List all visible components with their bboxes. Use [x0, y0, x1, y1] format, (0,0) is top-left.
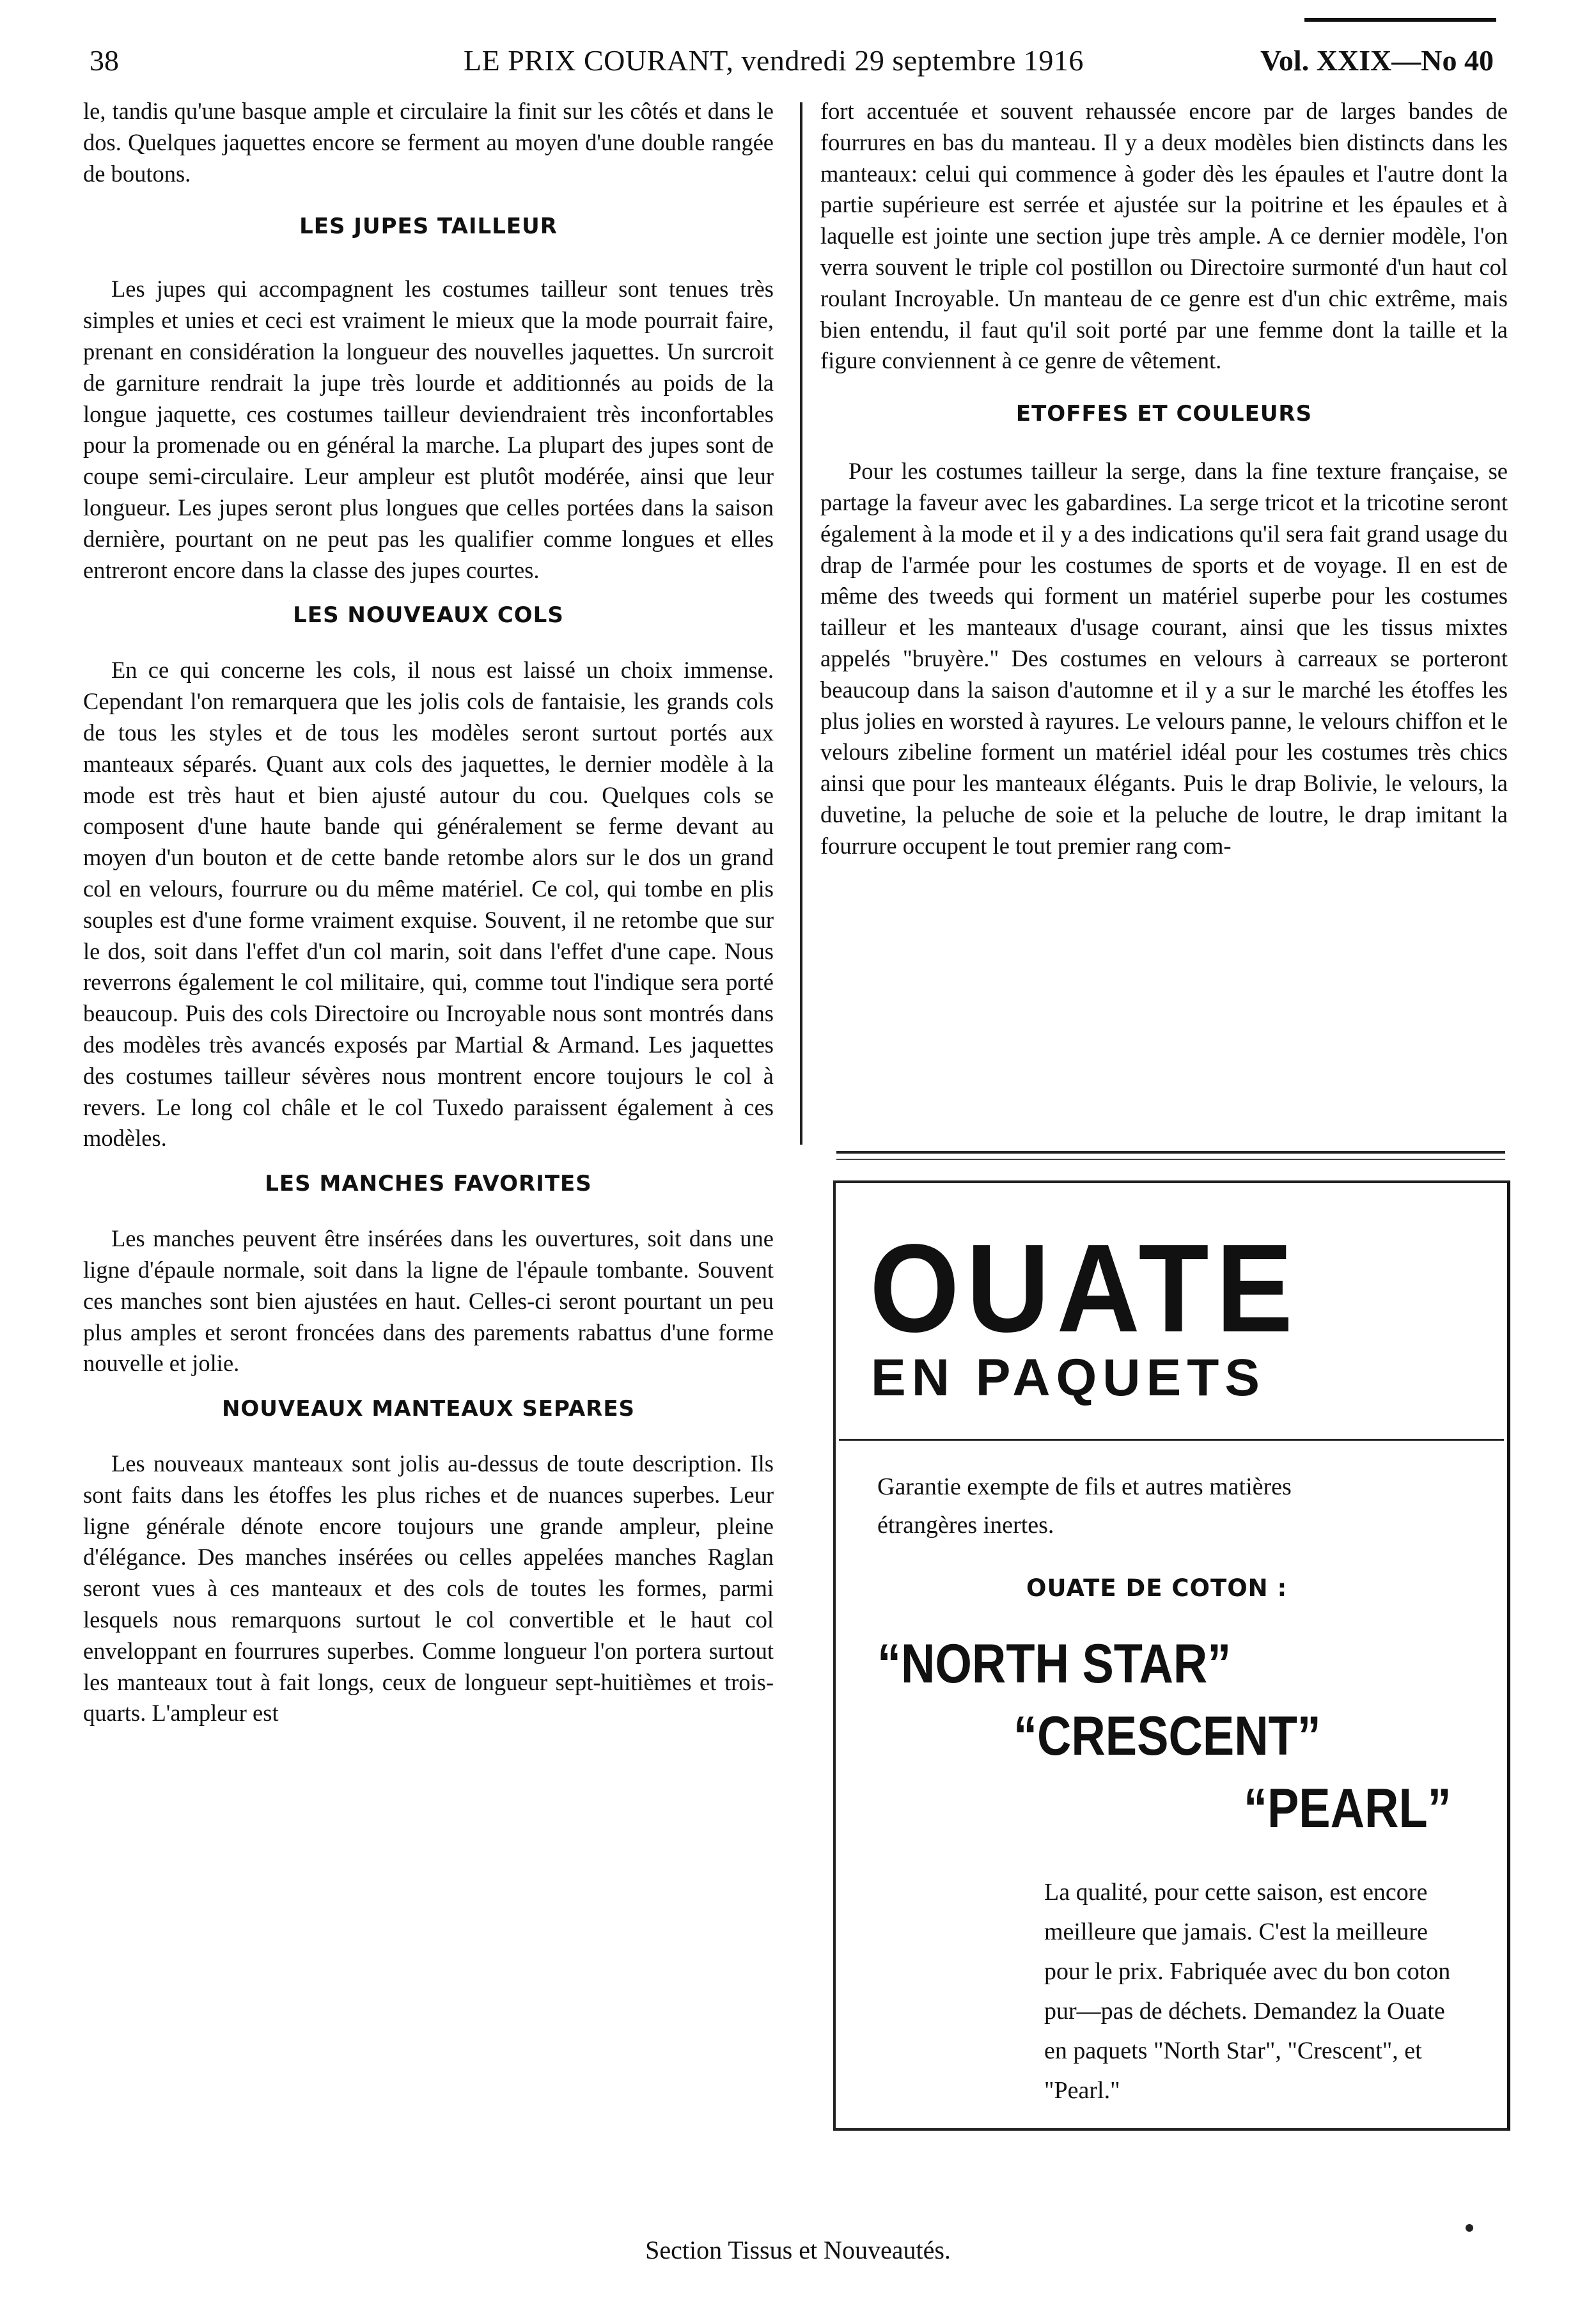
ad-subheadline: EN PAQUETS — [871, 1349, 1265, 1407]
volume-number: Vol. XXIX—No 40 — [1260, 44, 1494, 77]
section-heading-nouveaux-cols: LES NOUVEAUX COLS — [293, 602, 564, 629]
ad-divider — [839, 1439, 1504, 1441]
ad-brand-pearl: “PEARL” — [1244, 1778, 1451, 1839]
left-column — [83, 96, 774, 1729]
header-ink-rule — [1304, 18, 1496, 22]
continued-paragraph: le, tandis qu'une basque ample et circulaire la finit sur les côtés et dans le dos. Quelques jaquettes encore se ferment au moyen d'une double rangée de boutons. — [83, 98, 774, 187]
ad-headline: OUATE — [870, 1218, 1300, 1358]
ad-guarantee-text: Garantie exempte de fils et autres matières étrangères inertes. — [877, 1473, 1292, 1539]
ad-cotton-label: OUATE DE COTON : — [1026, 1574, 1288, 1602]
running-header — [90, 37, 1506, 88]
advertisement-top-rule-thin — [836, 1159, 1505, 1160]
right-column — [820, 96, 1508, 862]
section-heading-manteaux-separes: NOUVEAUX MANTEAUX SEPARES — [221, 1396, 636, 1422]
ink-speck — [1466, 2224, 1473, 2232]
ad-brand-north-star: “NORTH STAR” — [877, 1633, 1232, 1695]
advertisement-top-rule — [836, 1151, 1505, 1154]
paragraph-nouveaux-cols: En ce qui concerne les cols, il nous est laissé un choix immense. Cependant l'on remarquera que les jolis cols de fantaisie, les grands cols de tous les styles et de tous les modèles seront surtout portés aux manteaux séparés. Quant aux cols des jaquettes, le dernier modèle à la mode est très haut et bien ajusté autour du cou. Quelques cols se composent d'une haute bande qui généralement se ferme devant au moyen d'un bouton et de cette bande retombe alors sur le dos un grand col en velours, fourrure ou du même matériel. Ce col, qui tombe en plis souples est d'une forme vraiment exquise. Souvent, il ne retombe que sur le dos, soit dans l'effet d'un col marin, soit dans l'effet d'une cape. Nous reverrons également le col militaire, qui, comme tout l'indique sera porté beaucoup. Puis des cols Directoire ou Incroyable nous sont montrés dans des modèles très avancés exposés par Martial & Armand. Les jaquettes des costumes tailleur sévères nous montrent encore toujours le col à revers. Le long col châle et le col Tuxedo paraissent également à ces modèles. — [83, 657, 774, 1152]
paragraph-jupes-tailleur: Les jupes qui accompagnent les costumes tailleur sont tenues très simples et unies et ceci est vraiment le mieux que la mode pourrait faire, prenant en considération la longueur des nouvelles jaquettes. Un surcroit de garniture rendrait la jupe très lourde et additionnés au poids de la longue jaquette, ces costumes tailleur deviendraient très inconfortables pour la promenade ou en général la marche. La plupart des jupes sont de coupe semi-circulaire. Leur ampleur est plutôt modérée, ainsi que leur longueur. Les jupes seront plus longues que celles portées dans la saison dernière, pourtant on ne peut pas les qualifier comme longues et elles entreront encore dans la classe des jupes courtes. — [83, 276, 774, 583]
section-heading-jupes-tailleur: LES JUPES TAILLEUR — [299, 214, 558, 240]
page-number: 38 — [90, 44, 119, 77]
paragraph-manches-favorites: Les manches peuvent être insérées dans les ouvertures, soit dans une ligne d'épaule normale, soit dans la ligne de l'épaule tombante. Souvent ces manches sont bien ajustées en haut. Celles-ci seront pourtant un peu plus amples et seront froncées dans des parements rabattus d'une forme nouvelle et jolie. — [83, 1225, 774, 1377]
section-heading-etoffes-couleurs: ETOFFES ET COULEURS — [1015, 401, 1313, 427]
section-heading-manches-favorites: LES MANCHES FAVORITES — [265, 1171, 592, 1197]
continued-paragraph-right: fort accentuée et souvent rehaussée encore par de larges bandes de fourrures en bas du manteau. Il y a deux modèles bien distincts dans les manteaux: celui qui commence à goder dès les épaules et l'autre dont la partie supérieure est serrée et ajustée sur la poitrine et les épaules et à laquelle est jointe une section jupe très ample. A ce dernier modèle, l'on verra souvent le triple col postillon ou Directoire surmonté d'un haut col roulant Incroyable. Un manteau de ce genre est d'un chic extrême, mais bien entendu, il faut qu'il soit porté par une femme dont la taille et la figure conviennent à ce genre de vêtement. — [820, 98, 1508, 374]
column-divider — [800, 102, 802, 1145]
section-footer: Section Tissus et Nouveautés. — [645, 2236, 951, 2264]
ad-body-text: La qualité, pour cette saison, est encore meilleure que jamais. C'est la meilleure pour le prix. Fabriquée avec du bon coton pur—pas de déchets. Demandez la Ouate en paquets "North Star", "Crescent", et "Pearl." — [1044, 1879, 1451, 2104]
paragraph-manteaux-separes: Les nouveaux manteaux sont jolis au-dessus de toute description. Ils sont faits dans les étoffes les plus riches et de nuances superbes. Leur ligne générale dénote encore toujours une grande ampleur, pleine d'élégance. Des manches insérées ou celles appelées manches Raglan seront vues à ces manteaux et des cols de toutes les formes, parmi lesquels nous remarquons surtout le col convertible et le haut col enveloppant en fourrures superbes. Comme longueur l'on portera surtout les manteaux tout à fait longs, ceux de longueur sept-huitièmes et trois-quarts. L'ampleur est — [83, 1450, 774, 1727]
paragraph-etoffes-couleurs: Pour les costumes tailleur la serge, dans la fine texture française, se partage la faveur avec les gabardines. La serge tricot et la tricotine seront également à la mode et il y a des indications qu'il sera fait grand usage du drap de l'armée pour les costumes de sports et de voyage. Il en est de même des tweeds qui forment un matériel superbe pour les costumes tailleur et les manteaux d'usage courant, ainsi que les tissus mixtes appelés "bruyère." Des costumes en velours à carreaux se porteront beaucoup dans la saison d'automne et il y a sur le marché les étoffes les plus jolies en worsted à rayures. Le velours panne, le velours chiffon et le velours zibeline forment un matériel idéal pour les costumes très chics ainsi que pour les manteaux élégants. Puis le drap Bolivie, le velours, la duvetine, la peluche de soie et la peluche de loutre, le drap imitant la fourrure occupent le tout premier rang com- — [820, 458, 1508, 859]
ad-brand-crescent: “CRESCENT” — [1013, 1705, 1321, 1767]
publication-title: LE PRIX COURANT, vendredi 29 septembre 1916 — [464, 44, 1084, 77]
